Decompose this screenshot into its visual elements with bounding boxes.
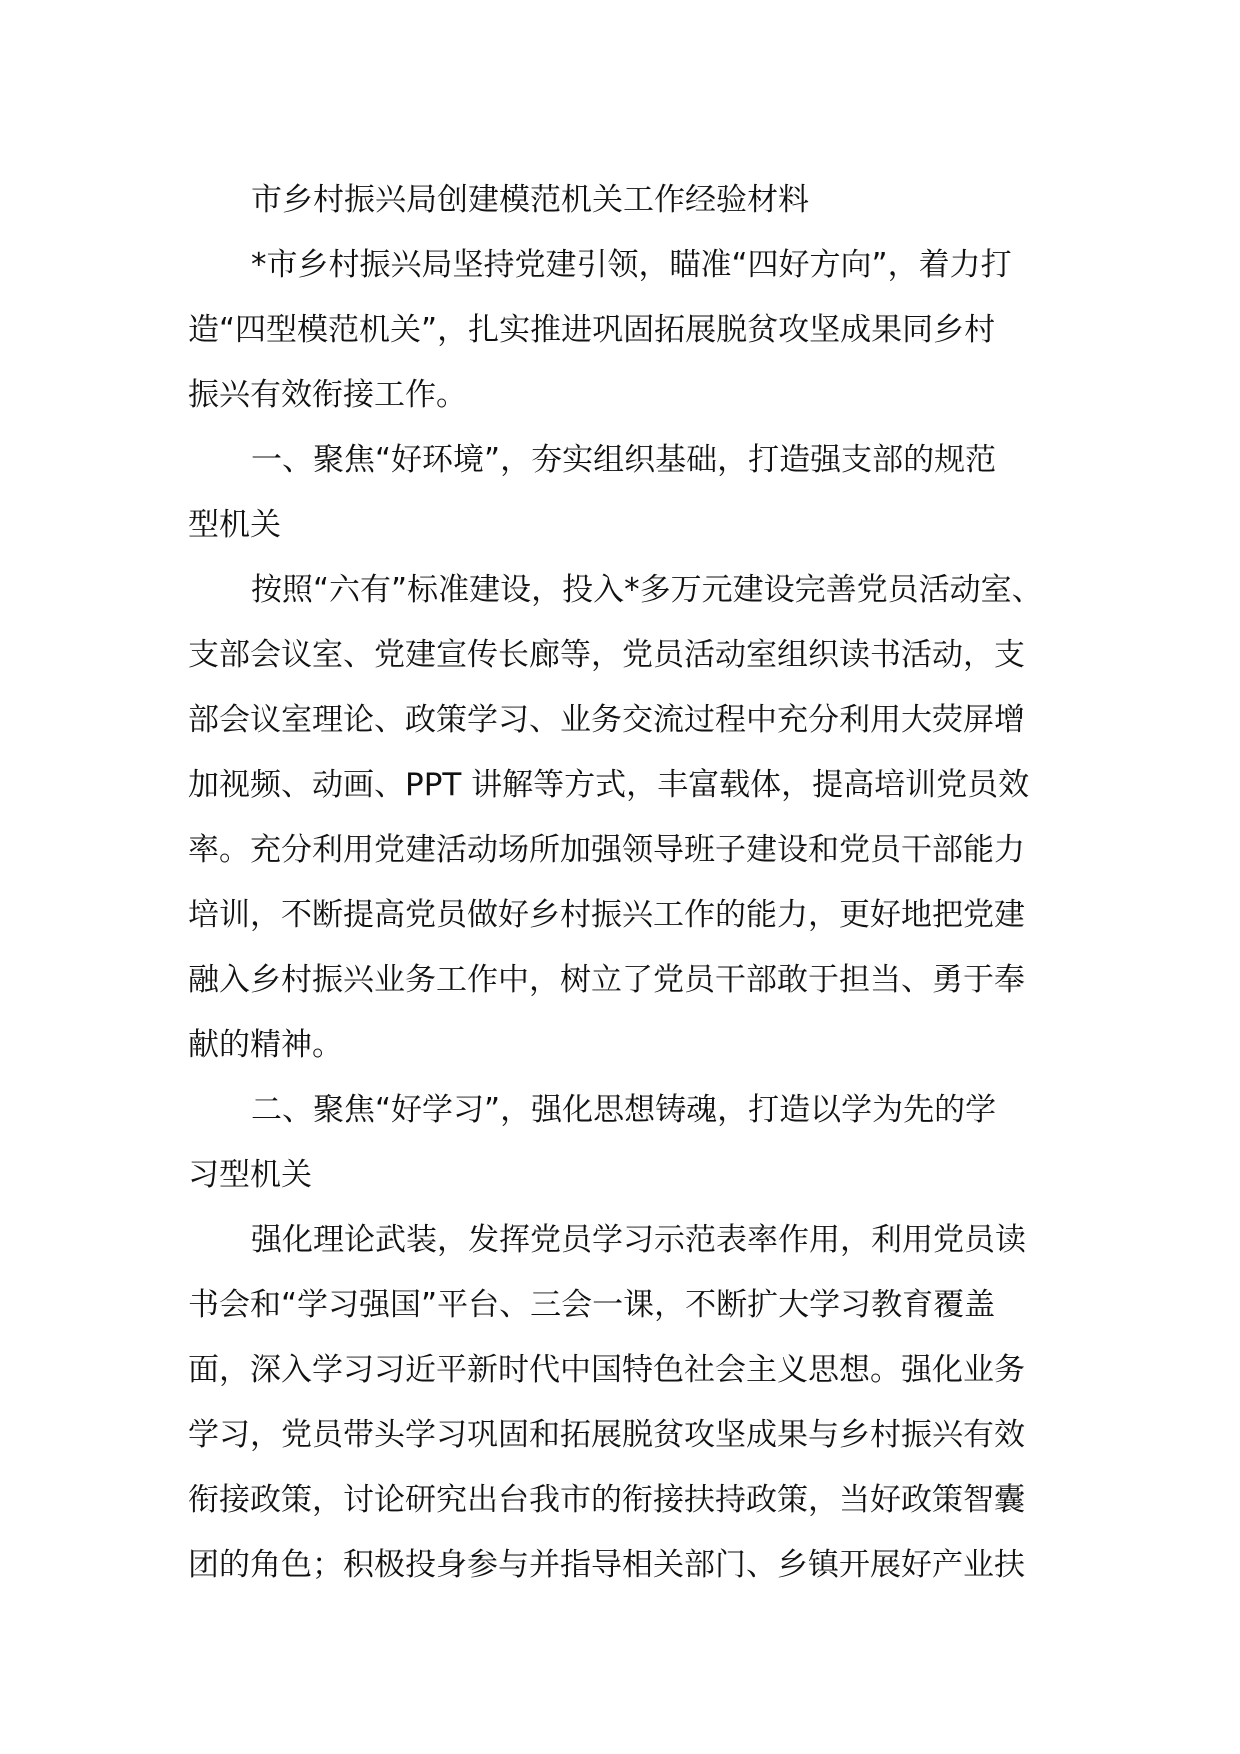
text-line: 按照“六有”标准建设，投入*多万元建设完善党员活动室、 (251, 572, 1043, 608)
text-line: 培训，不断提高党员做好乡村振兴工作的能力，更好地把党建 (188, 897, 1025, 933)
text-line: 献的精神。 (188, 1027, 343, 1063)
section-2-body (188, 1208, 1058, 1598)
text-line: 习型机关 (188, 1157, 312, 1193)
text-line: 型机关 (188, 507, 281, 543)
text-line: 书会和“学习强国”平台、三会一课，不断扩大学习教育覆盖 (188, 1287, 996, 1323)
text-line: 融入乡村振兴业务工作中，树立了党员干部敢于担当、勇于奉 (188, 962, 1025, 998)
text-line: *市乡村振兴局坚持党建引领，瞄准“四好方向”，着力打 (251, 247, 1012, 283)
text-line: 造“四型模范机关”，扎实推进巩固拓展脱贫攻坚成果同乡村 (188, 312, 996, 348)
text-line: 学习，党员带头学习巩固和拓展脱贫攻坚成果与乡村振兴有效 (188, 1417, 1025, 1453)
text-line: 一、聚焦“好环境”，夯实组织基础，打造强支部的规范 (251, 442, 997, 478)
text-line: 支部会议室、党建宣传长廊等，党员活动室组织读书活动，支 (188, 637, 1025, 673)
section-1-heading (188, 428, 1058, 558)
text-line: 部会议室理论、政策学习、业务交流过程中充分利用大荧屏增 (188, 702, 1025, 738)
document-page (188, 168, 1058, 1598)
intro-paragraph (188, 233, 1058, 428)
text-line: 团的角色；积极投身参与并指导相关部门、乡镇开展好产业扶 (188, 1547, 1025, 1583)
text-line: 率。充分利用党建活动场所加强领导班子建设和党员干部能力 (188, 832, 1025, 868)
text-line: 强化理论武装，发挥党员学习示范表率作用，利用党员读 (251, 1222, 1026, 1258)
text-line: 振兴有效衔接工作。 (188, 377, 467, 413)
text-line: 二、聚焦“好学习”，强化思想铸魂，打造以学为先的学 (251, 1092, 997, 1128)
text-line: 衔接政策，讨论研究出台我市的衔接扶持政策，当好政策智囊 (188, 1482, 1025, 1518)
section-1-body (188, 558, 1058, 1078)
text-line: 面，深入学习习近平新时代中国特色社会主义思想。强化业务 (188, 1352, 1025, 1388)
document-title: 市乡村振兴局创建模范机关工作经验材料 (251, 182, 809, 218)
section-2-heading (188, 1078, 1058, 1208)
text-line: 加视频、动画、PPT 讲解等方式，丰富载体，提高培训党员效 (188, 767, 1030, 803)
